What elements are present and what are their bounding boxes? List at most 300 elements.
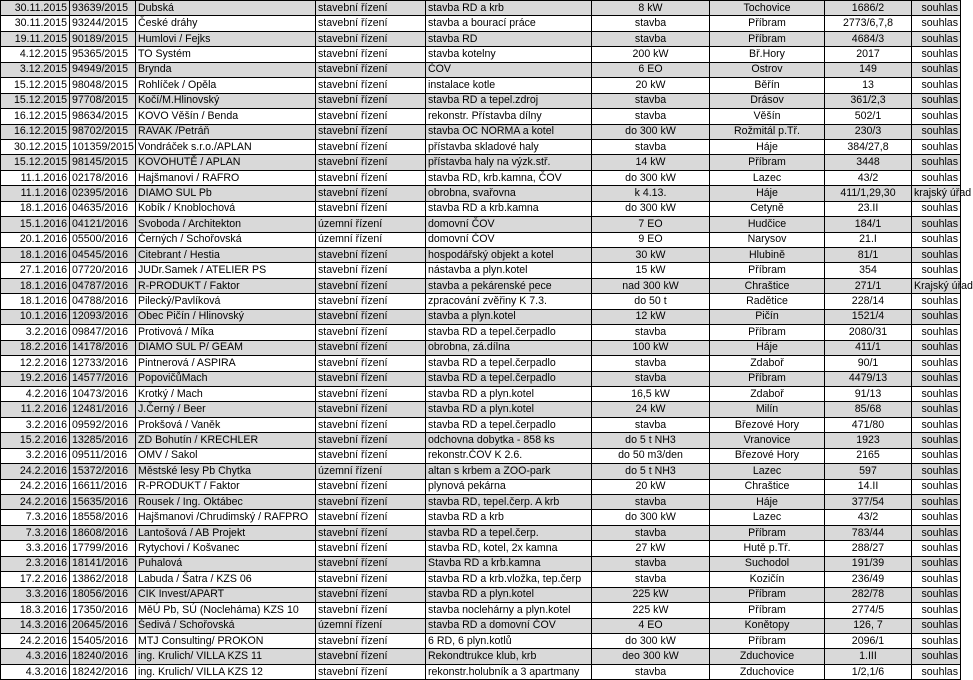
- project-cell: stavba kotelny: [426, 47, 592, 62]
- date-cell: 18.1.2016: [1, 201, 70, 216]
- capacity-cell: do 300 kW: [592, 633, 710, 648]
- location-cell: Kozičín: [710, 572, 825, 587]
- decision-cell: souhlas: [912, 309, 961, 324]
- procedure-type-cell: územní řízení: [316, 464, 426, 479]
- ref-number-cell: 94949/2015: [70, 62, 136, 77]
- decision-cell: souhlas: [912, 495, 961, 510]
- project-cell: domovní ČOV: [426, 217, 592, 232]
- procedure-type-cell: územní řízení: [316, 232, 426, 247]
- location-cell: Hudčice: [710, 217, 825, 232]
- ref-number-cell: 18558/2016: [70, 510, 136, 525]
- location-cell: Březové Hory: [710, 448, 825, 463]
- project-cell: stavba RD: [426, 31, 592, 46]
- location-cell: Chraštice: [710, 278, 825, 293]
- location-cell: Příbram: [710, 371, 825, 386]
- decision-cell: souhlas: [912, 16, 961, 31]
- capacity-cell: 14 kW: [592, 155, 710, 170]
- ref-number-cell: 90189/2015: [70, 31, 136, 46]
- procedure-type-cell: stavební řízení: [316, 371, 426, 386]
- parcel-cell: 1686/2: [825, 1, 912, 16]
- applicant-cell: Citebrant / Hestia: [136, 248, 316, 263]
- applicant-cell: KOVO Věšín / Benda: [136, 109, 316, 124]
- decision-cell: souhlas: [912, 263, 961, 278]
- capacity-cell: do 300 kW: [592, 510, 710, 525]
- decision-cell: souhlas: [912, 541, 961, 556]
- location-cell: Chraštice: [710, 479, 825, 494]
- ref-number-cell: 13285/2016: [70, 433, 136, 448]
- capacity-cell: stavba: [592, 16, 710, 31]
- location-cell: Březové Hory: [710, 417, 825, 432]
- decision-cell: souhlas: [912, 618, 961, 633]
- ref-number-cell: 97708/2015: [70, 93, 136, 108]
- decision-cell: souhlas: [912, 232, 961, 247]
- date-cell: 3.2.2016: [1, 417, 70, 432]
- applicant-cell: Lantošová / AB Projekt: [136, 525, 316, 540]
- project-cell: rekonstr.ČOV K 2.6.: [426, 448, 592, 463]
- table-row: [1, 433, 961, 448]
- location-cell: Příbram: [710, 263, 825, 278]
- location-cell: Příbram: [710, 587, 825, 602]
- table-row: [1, 139, 961, 154]
- parcel-cell: 3448: [825, 155, 912, 170]
- date-cell: 16.12.2015: [1, 109, 70, 124]
- parcel-cell: 271/1: [825, 278, 912, 293]
- project-cell: stavba RD a krb.vložka, tep.čerp: [426, 572, 592, 587]
- parcel-cell: 43/2: [825, 170, 912, 185]
- capacity-cell: 4 EO: [592, 618, 710, 633]
- decision-cell: souhlas: [912, 1, 961, 16]
- project-cell: stavba RD, krb.kamna, ČOV: [426, 170, 592, 185]
- ref-number-cell: 93639/2015: [70, 1, 136, 16]
- decision-cell: souhlas: [912, 340, 961, 355]
- capacity-cell: stavba: [592, 93, 710, 108]
- table-row: [1, 294, 961, 309]
- ref-number-cell: 15635/2016: [70, 495, 136, 510]
- ref-number-cell: 17350/2016: [70, 603, 136, 618]
- ref-number-cell: 18608/2016: [70, 525, 136, 540]
- ref-number-cell: 07720/2016: [70, 263, 136, 278]
- table-row: [1, 93, 961, 108]
- procedure-type-cell: stavební řízení: [316, 47, 426, 62]
- applicant-cell: ing. Krulich/ VILLA KZS 11: [136, 649, 316, 664]
- project-cell: stavba RD a krb: [426, 1, 592, 16]
- ref-number-cell: 98702/2015: [70, 124, 136, 139]
- procedure-type-cell: stavební řízení: [316, 155, 426, 170]
- applicant-cell: Dubská: [136, 1, 316, 16]
- parcel-cell: 288/27: [825, 541, 912, 556]
- parcel-cell: 1923: [825, 433, 912, 448]
- date-cell: 18.1.2016: [1, 248, 70, 263]
- applicant-cell: R-PRODUKT / Faktor: [136, 278, 316, 293]
- project-cell: zpracování zvěřiny K 7.3.: [426, 294, 592, 309]
- parcel-cell: 282/78: [825, 587, 912, 602]
- applicant-cell: Kobík / Knoblochová: [136, 201, 316, 216]
- project-cell: hospodářský objekt a kotel: [426, 248, 592, 263]
- applicant-cell: Černých / Schořovská: [136, 232, 316, 247]
- decision-cell: souhlas: [912, 356, 961, 371]
- project-cell: stavba RD a plyn.kotel: [426, 386, 592, 401]
- date-cell: 2.3.2016: [1, 556, 70, 571]
- project-cell: 6 RD, 6 plyn.kotlů: [426, 633, 592, 648]
- procedure-type-cell: stavební řízení: [316, 417, 426, 432]
- parcel-cell: 228/14: [825, 294, 912, 309]
- capacity-cell: stavba: [592, 325, 710, 340]
- decision-cell: souhlas: [912, 155, 961, 170]
- table-row: [1, 633, 961, 648]
- ref-number-cell: 13862/2018: [70, 572, 136, 587]
- applicant-cell: PopovičůMach: [136, 371, 316, 386]
- applicant-cell: Svoboda / Architekton: [136, 217, 316, 232]
- procedure-type-cell: stavební řízení: [316, 495, 426, 510]
- applicant-cell: Hajšmanovi / RAFRO: [136, 170, 316, 185]
- capacity-cell: stavba: [592, 572, 710, 587]
- decision-cell: souhlas: [912, 31, 961, 46]
- procedure-type-cell: stavební řízení: [316, 572, 426, 587]
- capacity-cell: do 50 t: [592, 294, 710, 309]
- procedure-type-cell: stavební řízení: [316, 201, 426, 216]
- decision-cell: souhlas: [912, 649, 961, 664]
- applicant-cell: Prokšová / Vaněk: [136, 417, 316, 432]
- decision-cell: souhlas: [912, 93, 961, 108]
- project-cell: stavba RD a tepel.čerpadlo: [426, 356, 592, 371]
- table-row: [1, 217, 961, 232]
- applicant-cell: Obec Pičín / Hlinovský: [136, 309, 316, 324]
- ref-number-cell: 09511/2016: [70, 448, 136, 463]
- ref-number-cell: 09847/2016: [70, 325, 136, 340]
- procedure-type-cell: stavební řízení: [316, 340, 426, 355]
- applicant-cell: Rytychovi / Košvanec: [136, 541, 316, 556]
- procedure-type-cell: stavební řízení: [316, 93, 426, 108]
- parcel-cell: 2165: [825, 448, 912, 463]
- table-row: [1, 232, 961, 247]
- procedure-type-cell: stavební řízení: [316, 124, 426, 139]
- project-cell: nástavba a plyn.kotel: [426, 263, 592, 278]
- date-cell: 7.3.2016: [1, 525, 70, 540]
- table-row: [1, 448, 961, 463]
- procedure-type-cell: stavební řízení: [316, 170, 426, 185]
- capacity-cell: 225 kW: [592, 587, 710, 602]
- parcel-cell: 149: [825, 62, 912, 77]
- applicant-cell: ing. Krulich/ VILLA KZS 12: [136, 664, 316, 679]
- capacity-cell: stavba: [592, 495, 710, 510]
- parcel-cell: 4479/13: [825, 371, 912, 386]
- decision-cell: souhlas: [912, 294, 961, 309]
- ref-number-cell: 10473/2016: [70, 386, 136, 401]
- location-cell: Rožmitál p.Tř.: [710, 124, 825, 139]
- date-cell: 17.2.2016: [1, 572, 70, 587]
- project-cell: stavba RD a tepel.čerpadlo: [426, 325, 592, 340]
- date-cell: 3.3.2016: [1, 541, 70, 556]
- location-cell: Háje: [710, 495, 825, 510]
- decision-cell: souhlas: [912, 417, 961, 432]
- project-cell: stavba a bourací práce: [426, 16, 592, 31]
- project-cell: Rekondtrukce klub, krb: [426, 649, 592, 664]
- capacity-cell: 15 kW: [592, 263, 710, 278]
- ref-number-cell: 18056/2016: [70, 587, 136, 602]
- parcel-cell: 597: [825, 464, 912, 479]
- applicant-cell: ZD Bohutín / KRECHLER: [136, 433, 316, 448]
- ref-number-cell: 12093/2016: [70, 309, 136, 324]
- table-row: [1, 340, 961, 355]
- table-row: [1, 170, 961, 185]
- date-cell: 12.2.2016: [1, 356, 70, 371]
- location-cell: Bř.Hory: [710, 47, 825, 62]
- parcel-cell: 2080/31: [825, 325, 912, 340]
- decision-cell: souhlas: [912, 572, 961, 587]
- table-row: [1, 109, 961, 124]
- table-row: [1, 664, 961, 679]
- decision-cell: Krajský úřad: [912, 278, 961, 293]
- date-cell: 24.2.2016: [1, 495, 70, 510]
- location-cell: Příbram: [710, 603, 825, 618]
- procedure-type-cell: stavební řízení: [316, 649, 426, 664]
- location-cell: Příbram: [710, 325, 825, 340]
- date-cell: 3.12.2015: [1, 62, 70, 77]
- applicant-cell: CIK Invest/APART: [136, 587, 316, 602]
- parcel-cell: 354: [825, 263, 912, 278]
- project-cell: stavba a pekárenské pece: [426, 278, 592, 293]
- procedure-type-cell: stavební řízení: [316, 510, 426, 525]
- decision-cell: souhlas: [912, 124, 961, 139]
- capacity-cell: stavba: [592, 556, 710, 571]
- ref-number-cell: 12733/2016: [70, 356, 136, 371]
- project-cell: stavba RD a krb: [426, 510, 592, 525]
- project-cell: stavba RD, tepel.čerp. A krb: [426, 495, 592, 510]
- procedure-type-cell: stavební řízení: [316, 278, 426, 293]
- capacity-cell: stavba: [592, 31, 710, 46]
- capacity-cell: stavba: [592, 525, 710, 540]
- project-cell: přístavba skladové haly: [426, 139, 592, 154]
- date-cell: 15.12.2015: [1, 78, 70, 93]
- location-cell: Tochovice: [710, 1, 825, 16]
- location-cell: Příbram: [710, 16, 825, 31]
- project-cell: obrobna, svařovna: [426, 186, 592, 201]
- table-row: [1, 278, 961, 293]
- date-cell: 24.2.2016: [1, 464, 70, 479]
- applicant-cell: Pilecký/Pavlíková: [136, 294, 316, 309]
- parcel-cell: 91/13: [825, 386, 912, 401]
- capacity-cell: do 300 kW: [592, 170, 710, 185]
- applicant-cell: JUDr.Samek / ATELIER PS: [136, 263, 316, 278]
- decision-cell: souhlas: [912, 587, 961, 602]
- table-row: [1, 510, 961, 525]
- capacity-cell: stavba: [592, 371, 710, 386]
- capacity-cell: 12 kW: [592, 309, 710, 324]
- date-cell: 18.1.2016: [1, 294, 70, 309]
- location-cell: Příbram: [710, 633, 825, 648]
- project-cell: odchovna dobytka - 858 ks: [426, 433, 592, 448]
- parcel-cell: 1.III: [825, 649, 912, 664]
- location-cell: Konětopy: [710, 618, 825, 633]
- date-cell: 18.3.2016: [1, 603, 70, 618]
- parcel-cell: 184/1: [825, 217, 912, 232]
- table-row: [1, 325, 961, 340]
- table-row: [1, 618, 961, 633]
- procedure-type-cell: stavební řízení: [316, 356, 426, 371]
- location-cell: Lazec: [710, 510, 825, 525]
- ref-number-cell: 98048/2015: [70, 78, 136, 93]
- procedure-type-cell: stavební řízení: [316, 186, 426, 201]
- decision-cell: souhlas: [912, 603, 961, 618]
- parcel-cell: 236/49: [825, 572, 912, 587]
- parcel-cell: 13: [825, 78, 912, 93]
- ref-number-cell: 09592/2016: [70, 417, 136, 432]
- parcel-cell: 4684/3: [825, 31, 912, 46]
- applicant-cell: DIAMO SUL P/ GEAM: [136, 340, 316, 355]
- table-row: [1, 479, 961, 494]
- location-cell: Běřín: [710, 78, 825, 93]
- capacity-cell: 20 kW: [592, 479, 710, 494]
- date-cell: 19.11.2015: [1, 31, 70, 46]
- applicant-cell: Hajšmanovi /Chrudimský / RAFPRO: [136, 510, 316, 525]
- project-cell: stavba RD a domovní ČOV: [426, 618, 592, 633]
- date-cell: 24.2.2016: [1, 479, 70, 494]
- procedure-type-cell: stavební řízení: [316, 525, 426, 540]
- table-row: [1, 495, 961, 510]
- ref-number-cell: 14577/2016: [70, 371, 136, 386]
- parcel-cell: 384/27,8: [825, 139, 912, 154]
- capacity-cell: 16,5 kW: [592, 386, 710, 401]
- date-cell: 30.12.2015: [1, 139, 70, 154]
- project-cell: rekonstr.holubník a 3 apartmany: [426, 664, 592, 679]
- procedure-type-cell: stavební řízení: [316, 633, 426, 648]
- project-cell: stavba noclehárny a plyn.kotel: [426, 603, 592, 618]
- table-row: [1, 155, 961, 170]
- decision-cell: souhlas: [912, 139, 961, 154]
- table-row: [1, 572, 961, 587]
- parcel-cell: 126, 7: [825, 618, 912, 633]
- procedure-type-cell: územní řízení: [316, 217, 426, 232]
- table-row: [1, 309, 961, 324]
- decision-cell: souhlas: [912, 510, 961, 525]
- project-cell: domovní ČOV: [426, 232, 592, 247]
- parcel-cell: 502/1: [825, 109, 912, 124]
- capacity-cell: do 300 kW: [592, 201, 710, 216]
- applicant-cell: R-PRODUKT / Faktor: [136, 479, 316, 494]
- procedure-type-cell: stavební řízení: [316, 587, 426, 602]
- date-cell: 15.12.2015: [1, 155, 70, 170]
- date-cell: 15.12.2015: [1, 93, 70, 108]
- date-cell: 18.1.2016: [1, 278, 70, 293]
- ref-number-cell: 05500/2016: [70, 232, 136, 247]
- table-row: [1, 186, 961, 201]
- parcel-cell: 411/1: [825, 340, 912, 355]
- ref-number-cell: 16611/2016: [70, 479, 136, 494]
- procedure-type-cell: stavební řízení: [316, 309, 426, 324]
- capacity-cell: stavba: [592, 139, 710, 154]
- ref-number-cell: 15372/2016: [70, 464, 136, 479]
- decision-cell: souhlas: [912, 47, 961, 62]
- ref-number-cell: 18141/2016: [70, 556, 136, 571]
- project-cell: stavba RD a tepel.čerpadlo: [426, 371, 592, 386]
- procedure-type-cell: stavební řízení: [316, 325, 426, 340]
- table-row: [1, 47, 961, 62]
- procedure-type-cell: stavební řízení: [316, 479, 426, 494]
- location-cell: Ostrov: [710, 62, 825, 77]
- table-row: [1, 124, 961, 139]
- applicant-cell: MěÚ Pb, SÚ (Nocleháma) KZS 10: [136, 603, 316, 618]
- capacity-cell: 30 kW: [592, 248, 710, 263]
- capacity-cell: 6 EO: [592, 62, 710, 77]
- procedure-type-cell: stavební řízení: [316, 31, 426, 46]
- ref-number-cell: 04787/2016: [70, 278, 136, 293]
- location-cell: Lazec: [710, 464, 825, 479]
- procedure-type-cell: stavební řízení: [316, 402, 426, 417]
- ref-number-cell: 98145/2015: [70, 155, 136, 170]
- procedure-type-cell: stavební řízení: [316, 1, 426, 16]
- date-cell: 4.3.2016: [1, 664, 70, 679]
- applicant-cell: Šedivá / Schořovská: [136, 618, 316, 633]
- ref-number-cell: 95365/2015: [70, 47, 136, 62]
- procedure-type-cell: stavební řízení: [316, 448, 426, 463]
- ref-number-cell: 04788/2016: [70, 294, 136, 309]
- ref-number-cell: 20645/2016: [70, 618, 136, 633]
- project-cell: Stavba RD a krb.kamna: [426, 556, 592, 571]
- date-cell: 3.2.2016: [1, 448, 70, 463]
- procedure-type-cell: stavební řízení: [316, 78, 426, 93]
- table-row: [1, 16, 961, 31]
- location-cell: Příbram: [710, 525, 825, 540]
- applicant-cell: Protivová / Míka: [136, 325, 316, 340]
- table-row: [1, 31, 961, 46]
- applicant-cell: MTJ Consulting/ PROKON: [136, 633, 316, 648]
- date-cell: 30.11.2015: [1, 1, 70, 16]
- date-cell: 16.12.2015: [1, 124, 70, 139]
- applicant-cell: TO Systém: [136, 47, 316, 62]
- table-row: [1, 263, 961, 278]
- date-cell: 19.2.2016: [1, 371, 70, 386]
- location-cell: Vranovice: [710, 433, 825, 448]
- ref-number-cell: 18242/2016: [70, 664, 136, 679]
- decision-cell: souhlas: [912, 448, 961, 463]
- location-cell: Zduchovice: [710, 664, 825, 679]
- ref-number-cell: 04635/2016: [70, 201, 136, 216]
- parcel-cell: 23.II: [825, 201, 912, 216]
- location-cell: Narysov: [710, 232, 825, 247]
- capacity-cell: 9 EO: [592, 232, 710, 247]
- applicant-cell: Humlovi / Fejks: [136, 31, 316, 46]
- applicant-cell: Kočí/M.Hlinovský: [136, 93, 316, 108]
- capacity-cell: 27 kW: [592, 541, 710, 556]
- decision-cell: souhlas: [912, 433, 961, 448]
- date-cell: 11.1.2016: [1, 170, 70, 185]
- capacity-cell: stavba: [592, 356, 710, 371]
- applicant-cell: KOVOHUTĚ / APLAN: [136, 155, 316, 170]
- project-cell: stavba a plyn.kotel: [426, 309, 592, 324]
- date-cell: 24.2.2016: [1, 633, 70, 648]
- parcel-cell: 14.II: [825, 479, 912, 494]
- project-cell: stavba OC NORMA a kotel: [426, 124, 592, 139]
- ref-number-cell: 04121/2016: [70, 217, 136, 232]
- decision-cell: krajský úřad: [912, 186, 961, 201]
- capacity-cell: k 4.13.: [592, 186, 710, 201]
- applicant-cell: Rohlíček / Opěla: [136, 78, 316, 93]
- date-cell: 27.1.2016: [1, 263, 70, 278]
- parcel-cell: 411/1,29,30: [825, 186, 912, 201]
- capacity-cell: 24 kW: [592, 402, 710, 417]
- table-row: [1, 386, 961, 401]
- procedure-type-cell: stavební řízení: [316, 294, 426, 309]
- decision-cell: souhlas: [912, 109, 961, 124]
- ref-number-cell: 93244/2015: [70, 16, 136, 31]
- project-cell: plynová pekárna: [426, 479, 592, 494]
- parcel-cell: 2774/5: [825, 603, 912, 618]
- capacity-cell: 7 EO: [592, 217, 710, 232]
- ref-number-cell: 98634/2015: [70, 109, 136, 124]
- capacity-cell: 200 kW: [592, 47, 710, 62]
- table-row: [1, 464, 961, 479]
- parcel-cell: 1/2,1/6: [825, 664, 912, 679]
